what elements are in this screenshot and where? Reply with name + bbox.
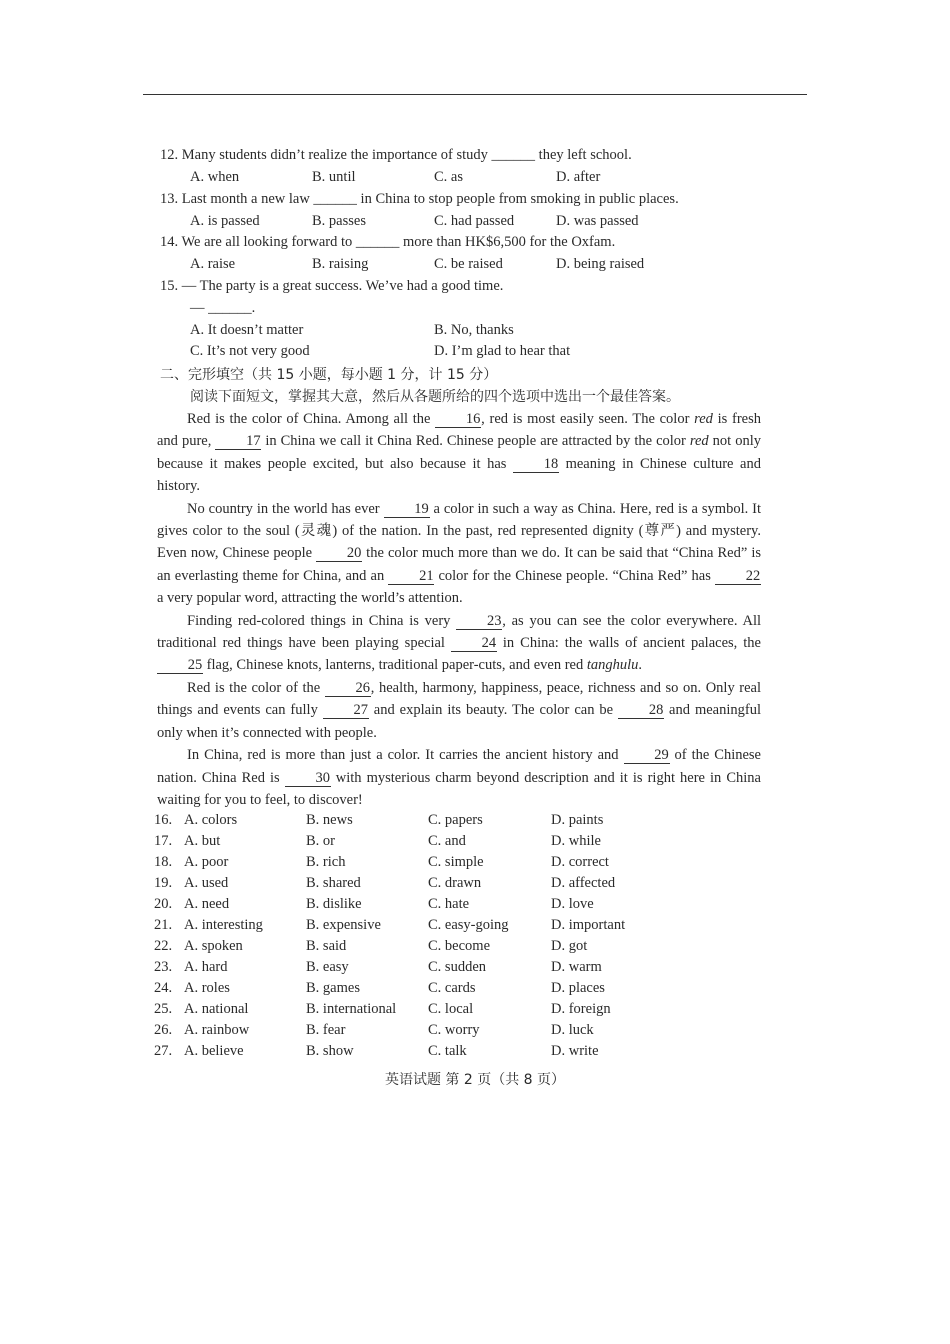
passage (157, 408, 761, 811)
blank-16: 16 (435, 411, 481, 428)
answer-option: C. local (428, 1001, 474, 1017)
answer-option: B. dislike (306, 896, 362, 912)
section-title: 二、完形填空（共 15 小题，每小题 1 分，计 15 分） (160, 367, 498, 383)
answer-option: C. cards (428, 980, 476, 996)
blank-25: 25 (157, 657, 203, 674)
q15-reply: — ______. (190, 300, 256, 316)
q13-option-d: D. was passed (556, 213, 639, 229)
answer-option: A. used (184, 875, 229, 891)
answer-option: C. hate (428, 896, 470, 912)
answer-option: A. poor (184, 854, 229, 870)
answer-option: B. easy (306, 959, 349, 975)
question-15: 15. — The party is a great success. We’ve had a good time. (160, 278, 504, 294)
answer-option: B. or (306, 833, 335, 849)
answer-number: 18. (154, 854, 173, 870)
q13-option-c: C. had passed (434, 213, 515, 229)
answer-number: 21. (154, 917, 173, 933)
answer-option: C. talk (428, 1043, 467, 1059)
answer-option: A. national (184, 1001, 249, 1017)
blank-30: 30 (285, 770, 331, 787)
q12-option-d: D. after (556, 169, 601, 185)
answer-option: D. while (551, 833, 601, 849)
answer-option: D. got (551, 938, 588, 954)
answer-option: D. correct (551, 854, 609, 870)
answer-option: B. said (306, 938, 347, 954)
passage-paragraph-1: Red is the color of China. Among all the 16, red is most easily seen. The color red is fresh and pure, 17 in China we call it China Red. Chinese people are attracted by the color red not only because it makes people excited, but also because it has 18 meaning in Chinese culture and history. (157, 411, 761, 495)
answer-option: D. important (551, 917, 626, 933)
answer-number: 22. (154, 938, 173, 954)
blank-24: 24 (451, 635, 497, 652)
blank-21: 21 (388, 568, 434, 585)
passage-paragraph-2: No country in the world has ever 19 a color in such a way as China. Here, red is a symbol. It gives color to the soul (灵魂) of the nation. In the past, red represented dignity (尊严) and mystery. Even now, Chinese people 20 the color much more than we do. It can be said that “China Red” is an everlasting theme for China, and an 21 color for the Chinese people. “China Red” has 22 a very popular word, attracting the world’s attention. (157, 500, 762, 607)
blank-29: 29 (624, 747, 670, 764)
answer-option: B. show (306, 1043, 354, 1059)
q15-option-a: A. It doesn’t matter (190, 322, 304, 338)
answer-number: 17. (154, 833, 173, 849)
q14-option-d: D. being raised (556, 256, 645, 272)
answer-option: D. warm (551, 959, 602, 975)
answer-number: 16. (154, 812, 173, 828)
q15-option-b: B. No, thanks (434, 322, 514, 338)
q12-option-c: C. as (434, 169, 463, 185)
page-footer: 英语试题 第 2 页（共 8 页） (384, 1072, 566, 1088)
blank-22: 22 (715, 568, 761, 585)
q12-option-b: B. until (312, 169, 356, 185)
blank-18: 18 (513, 456, 559, 473)
answer-option: A. roles (184, 980, 230, 996)
passage-paragraph-3: Finding red-colored things in China is very 23, as you can see the color everywhere. All traditional red things have been playing special 24 in China: the walls of ancient palaces, the 25 flag, Chinese knots, lanterns, traditional paper-cuts, and even red tanghulu. (157, 612, 762, 674)
answer-option: C. worry (428, 1022, 480, 1038)
answer-option: C. and (428, 833, 466, 849)
q14-option-a: A. raise (190, 256, 236, 272)
section-instruction: 阅读下面短文，掌握其大意，然后从各题所给的四个选项中选出一个最佳答案。 (190, 389, 680, 405)
answer-option: A. spoken (184, 938, 243, 954)
answer-option: A. believe (184, 1043, 244, 1059)
answer-option: C. papers (428, 812, 483, 828)
answer-option: C. drawn (428, 875, 482, 891)
answer-option: A. hard (184, 959, 228, 975)
answer-number: 23. (154, 959, 173, 975)
passage-paragraph-5: In China, red is more than just a color. It carries the ancient history and 29 of the Chinese nation. China Red is 30 with mysterious charm beyond description and it is right here in China waiting for you to feel, to discover! (157, 747, 761, 808)
q15-option-d: D. I’m glad to hear that (434, 343, 571, 359)
answer-number: 20. (154, 896, 173, 912)
q12-option-a: A. when (190, 169, 240, 185)
answer-option: C. simple (428, 854, 484, 870)
answer-option: D. luck (551, 1022, 594, 1038)
answer-option: A. rainbow (184, 1022, 250, 1038)
answer-option: C. sudden (428, 959, 486, 975)
answer-option: D. foreign (551, 1001, 611, 1017)
question-14: 14. We are all looking forward to ______ more than HK$6,500 for the Oxfam. (160, 234, 616, 250)
header-rule (143, 94, 807, 95)
answer-option: B. rich (306, 854, 346, 870)
answer-number: 24. (154, 980, 173, 996)
blank-19: 19 (384, 501, 430, 518)
answer-option: B. news (306, 812, 353, 828)
q14-option-c: C. be raised (434, 256, 503, 272)
question-12: 12. Many students didn’t realize the importance of study ______ they left school. (160, 147, 632, 163)
answer-number: 27. (154, 1043, 173, 1059)
answer-option: B. games (306, 980, 360, 996)
answer-option: A. but (184, 833, 221, 849)
q13-option-a: A. is passed (190, 213, 260, 229)
answer-option: D. love (551, 896, 594, 912)
q13-option-b: B. passes (312, 213, 366, 229)
answer-option: B. expensive (306, 917, 381, 933)
blank-26: 26 (325, 680, 371, 697)
blank-20: 20 (316, 545, 362, 562)
answer-option: B. international (306, 1001, 397, 1017)
answer-option: C. easy-going (428, 917, 509, 933)
answer-option: A. colors (184, 812, 238, 828)
answer-option: C. become (428, 938, 491, 954)
answer-option: B. fear (306, 1022, 346, 1038)
answer-option: D. places (551, 980, 605, 996)
answer-option: D. paints (551, 812, 604, 828)
q14-option-b: B. raising (312, 256, 369, 272)
question-13: 13. Last month a new law ______ in China to stop people from smoking in public places. (160, 191, 679, 207)
passage-paragraph-4: Red is the color of the 26, health, harmony, happiness, peace, richness and so on. Only real things and events can fully 27 and explain its beauty. The color can be 28 and meaningful only when it’s connected with people. (157, 679, 761, 741)
answer-option: A. interesting (184, 917, 263, 933)
answer-option: B. shared (306, 875, 361, 891)
answer-number: 19. (154, 875, 173, 891)
blank-17: 17 (215, 433, 261, 450)
answer-option: D. affected (551, 875, 616, 891)
blank-28: 28 (618, 702, 664, 719)
blank-23: 23 (456, 613, 502, 630)
q15-option-c: C. It’s not very good (190, 343, 310, 359)
blank-27: 27 (323, 702, 369, 719)
answer-option: A. need (184, 896, 230, 912)
answer-option: D. write (551, 1043, 599, 1059)
answer-number: 26. (154, 1022, 173, 1038)
answer-number: 25. (154, 1001, 173, 1017)
